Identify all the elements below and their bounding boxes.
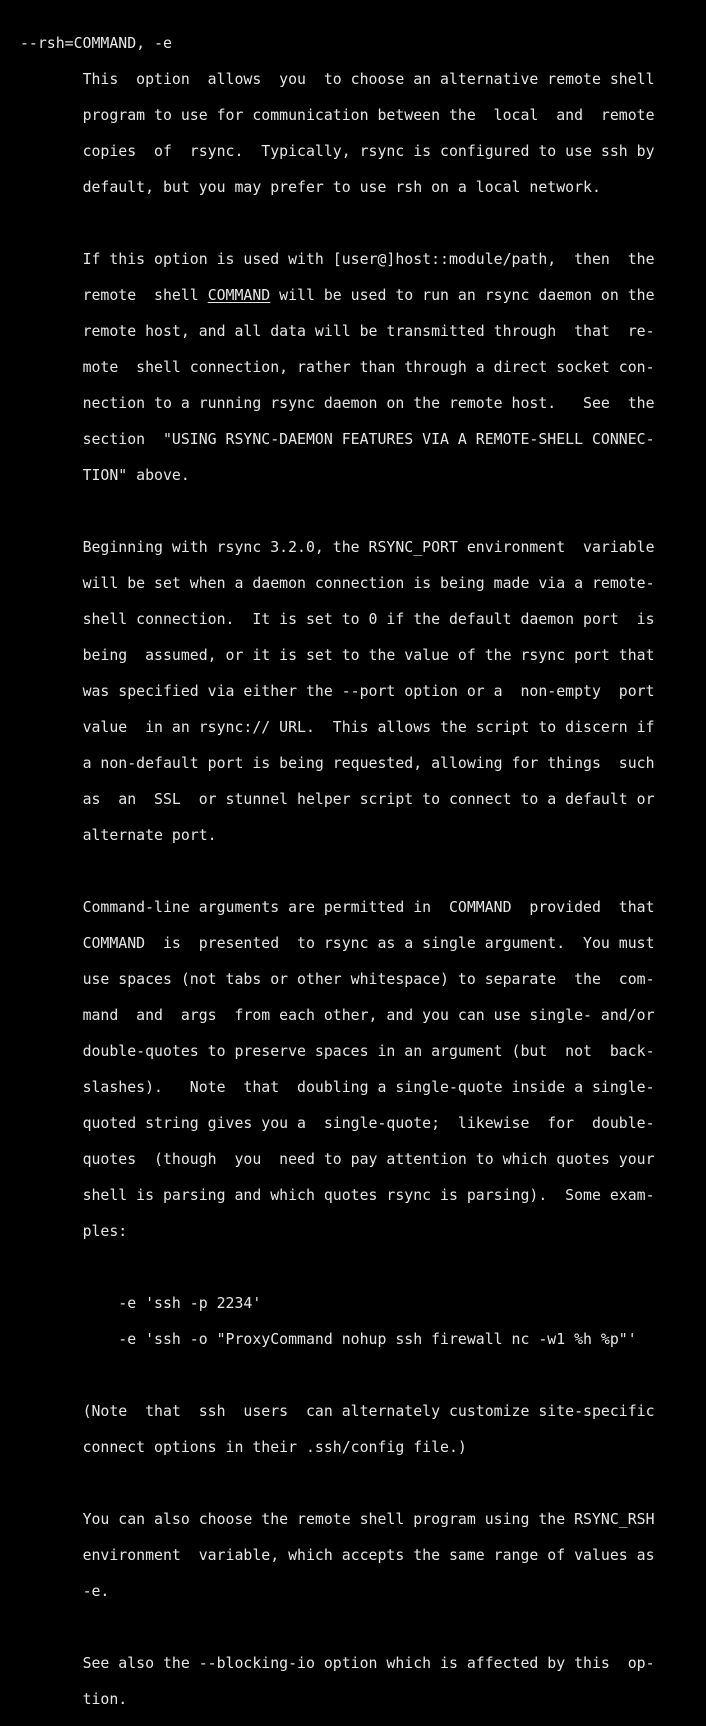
blank-line: [20, 862, 706, 880]
text-line: COMMAND is presented to rsync as a single argument. You must: [82, 934, 655, 952]
text-line: as an SSL or stunnel helper script to connect to a default or: [82, 790, 655, 808]
text-line: mand and args from each other, and you can use single- and/or: [82, 1006, 655, 1024]
blank-line: [20, 1366, 706, 1384]
text-line: copies of rsync. Typically, rsync is configured to use ssh by: [82, 142, 655, 160]
text-line: will be set when a daemon connection is being made via a remote-: [82, 574, 655, 592]
text-line: default, but you may prefer to use rsh on a local network.: [82, 178, 601, 196]
blank-line: [20, 502, 706, 520]
code-example-line: -e 'ssh -o "ProxyCommand nohup ssh firewall nc -w1 %h %p"': [82, 1330, 637, 1348]
text-line: connect options in their .ssh/config file.): [82, 1438, 467, 1456]
text-line: shell is parsing and which quotes rsync is parsing). Some exam-: [82, 1186, 655, 1204]
blank-line: [20, 214, 706, 232]
blank-line: [20, 1258, 706, 1276]
text-line: See also the --blocking-io option which is affected by this op-: [82, 1654, 655, 1672]
command-underlined: COMMAND: [207, 286, 271, 304]
text-line: double-quotes to preserve spaces in an argument (but not back-: [82, 1042, 655, 1060]
blank-line: [20, 1474, 706, 1492]
text-line: section "USING RSYNC-DAEMON FEATURES VIA A REMOTE-SHELL CONNEC-: [82, 430, 655, 448]
text-line: quoted string gives you a single-quote; likewise for double-: [82, 1114, 655, 1132]
text-line: This option allows you to choose an alternative remote shell: [82, 70, 655, 88]
text-line: -e.: [82, 1582, 110, 1600]
text-line: Beginning with rsync 3.2.0, the RSYNC_PORT environment variable: [82, 538, 655, 556]
text-line: slashes). Note that doubling a single-quote inside a single-: [82, 1078, 655, 1096]
text-line: If this option is used with [user@]host::module/path, then the: [82, 250, 655, 268]
text-line: TION" above.: [82, 466, 190, 484]
text-line: program to use for communication between the local and remote: [82, 106, 655, 124]
text-line: shell connection. It is set to 0 if the default daemon port is: [82, 610, 655, 628]
text-line: being assumed, or it is set to the value of the rsync port that: [82, 646, 655, 664]
text-line: remote shell COMMAND will be used to run an rsync daemon on the: [82, 286, 655, 304]
code-example-line: -e 'ssh -p 2234': [82, 1294, 262, 1312]
text-line: value in an rsync:// URL. This allows the script to discern if: [82, 718, 655, 736]
text-line: remote host, and all data will be transmitted through that re-: [82, 322, 655, 340]
text-line: Command-line arguments are permitted in COMMAND provided that: [82, 898, 655, 916]
text-line: nection to a running rsync daemon on the remote host. See the: [82, 394, 655, 412]
blank-line: [20, 1618, 706, 1636]
text-line: You can also choose the remote shell program using the RSYNC_RSH: [82, 1510, 655, 1528]
text-line: was specified via either the --port option or a non-empty port: [82, 682, 655, 700]
option-heading: --rsh=COMMAND, -e: [20, 34, 172, 52]
text-line: quotes (though you need to pay attention to which quotes your: [82, 1150, 655, 1168]
text-line: (Note that ssh users can alternately customize site-specific: [82, 1402, 655, 1420]
text-line: alternate port.: [82, 826, 217, 844]
text-line: tion.: [82, 1690, 128, 1708]
text-line: a non-default port is being requested, allowing for things such: [82, 754, 655, 772]
text-line: environment variable, which accepts the same range of values as: [82, 1546, 655, 1564]
text-line: mote shell connection, rather than through a direct socket con-: [82, 358, 655, 376]
text-line: ples:: [82, 1222, 128, 1240]
text-line: use spaces (not tabs or other whitespace) to separate the com-: [82, 970, 655, 988]
